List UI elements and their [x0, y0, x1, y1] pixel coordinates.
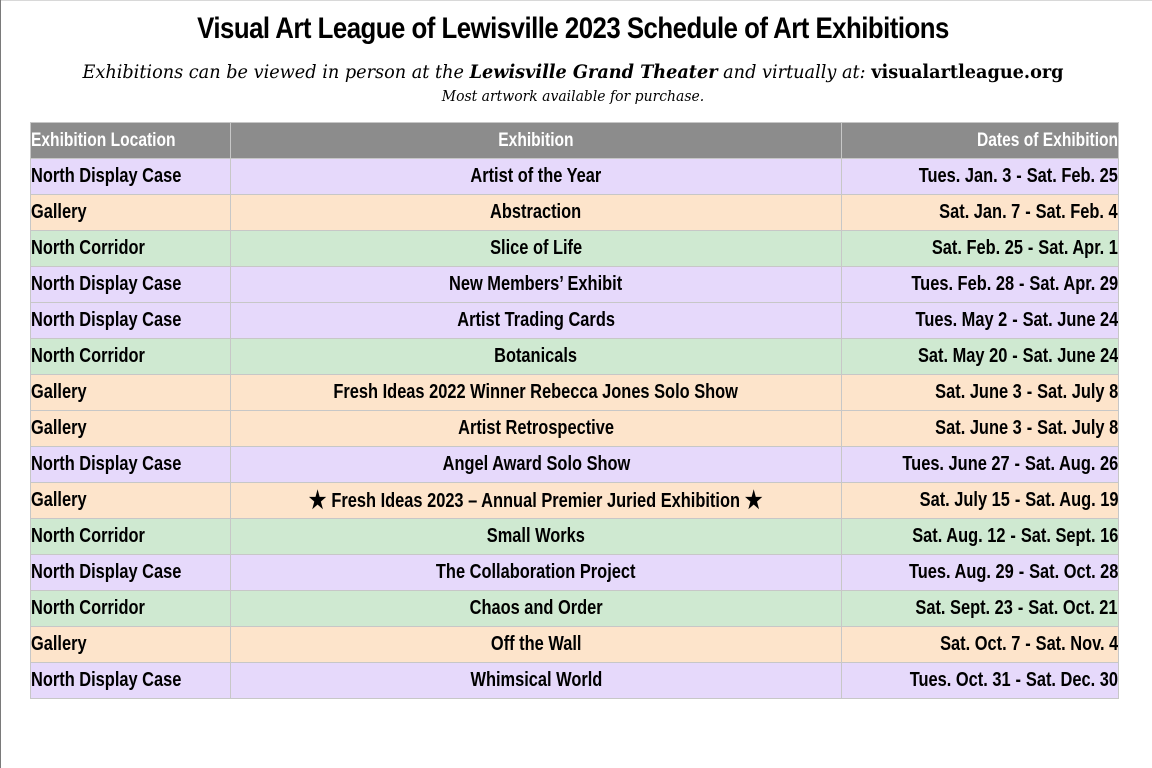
end-date: Sat. Aug. 19: [1024, 489, 1118, 511]
location-text: North Corridor: [31, 597, 145, 619]
end-date: Sat. Apr. 1: [1038, 237, 1118, 259]
location-text: North Display Case: [31, 165, 182, 187]
location-text: Gallery: [31, 417, 87, 439]
cell-location: [31, 411, 231, 447]
location-text: North Display Case: [31, 273, 182, 295]
cell-location: [31, 267, 231, 303]
end-date: Sat. July 8: [1036, 381, 1118, 403]
page-left-border: [0, 0, 1, 768]
cell-dates: [842, 447, 1119, 483]
cell-location: [31, 303, 231, 339]
date-separator: -: [1010, 525, 1016, 547]
exhibition-text: Chaos and Order: [469, 597, 603, 619]
date-range: [935, 381, 1118, 404]
table-header-row: [31, 123, 1119, 159]
cell-location: [31, 231, 231, 267]
cell-location: [31, 627, 231, 663]
date-range: [919, 489, 1118, 512]
date-separator: -: [1024, 633, 1031, 655]
date-range: [919, 165, 1118, 188]
location-text: North Display Case: [31, 453, 182, 475]
cell-location: [31, 447, 231, 483]
start-date: Tues. May 2: [915, 309, 1007, 331]
location-text: North Display Case: [31, 669, 182, 691]
table-row: [31, 159, 1119, 195]
subtitle-virtual: and virtually at:: [723, 61, 866, 83]
table-row: [31, 663, 1119, 699]
cell-dates: [842, 159, 1119, 195]
date-range: [912, 525, 1118, 548]
exhibition-text: Small Works: [486, 525, 586, 547]
table-row: [31, 411, 1119, 447]
date-separator: -: [1026, 417, 1032, 439]
column-header-location-label: Exhibition Location: [31, 129, 176, 151]
cell-exhibition: [231, 411, 842, 447]
purchase-note: Most artwork available for purchase.: [441, 87, 705, 105]
exhibition-schedule-table: [30, 122, 1119, 699]
date-range: [911, 273, 1118, 296]
table-row: [31, 519, 1119, 555]
page-title: Visual Art League of Lewisville 2023 Schedule of Art Exhibitions: [197, 12, 949, 45]
cell-dates: [842, 339, 1119, 375]
table-row: [31, 483, 1119, 519]
start-date: Tues. June 27: [902, 453, 1010, 475]
date-separator: -: [1026, 381, 1032, 403]
cell-location: [31, 339, 231, 375]
column-header-location: [31, 123, 231, 159]
start-date: Sat. Feb. 25: [931, 237, 1024, 259]
table-row: [31, 555, 1119, 591]
date-separator: -: [1011, 345, 1018, 367]
cell-exhibition: [231, 627, 842, 663]
exhibition-text: Artist Retrospective: [458, 417, 614, 439]
cell-exhibition: [231, 231, 842, 267]
cell-dates: [842, 303, 1119, 339]
cell-exhibition: [231, 303, 842, 339]
cell-dates: [842, 555, 1119, 591]
cell-location: [31, 375, 231, 411]
exhibition-text: Fresh Ideas 2022 Winner Rebecca Jones Solo Show: [333, 381, 739, 403]
cell-exhibition: [231, 159, 842, 195]
exhibition-text: Angel Award Solo Show: [442, 453, 630, 475]
column-header-exhibition: [231, 123, 842, 159]
date-range: [915, 309, 1118, 332]
exhibition-text: Slice of Life: [489, 237, 583, 259]
location-text: North Corridor: [31, 525, 145, 547]
date-range: [909, 561, 1118, 584]
exhibition-text: Fresh Ideas 2023 – Annual Premier Juried Exhibition: [331, 490, 741, 512]
table-row: [31, 339, 1119, 375]
start-date: Sat. May 20: [917, 345, 1007, 367]
table-row: [31, 267, 1119, 303]
end-date: Sat. Apr. 29: [1029, 273, 1118, 295]
table-row: [31, 231, 1119, 267]
cell-location: [31, 555, 231, 591]
date-range: [918, 345, 1118, 368]
end-date: Sat. Nov. 4: [1035, 633, 1118, 655]
table-row: [31, 195, 1119, 231]
end-date: Sat. Aug. 26: [1024, 453, 1118, 475]
cell-exhibition: [231, 483, 842, 519]
start-date: Sat. Jan. 7: [939, 201, 1021, 223]
website-link[interactable]: visualartleague.org: [871, 61, 1064, 83]
cell-location: [31, 195, 231, 231]
exhibition-text: Whimsical World: [470, 669, 602, 691]
location-text: North Corridor: [31, 345, 145, 367]
cell-location: [31, 519, 231, 555]
start-date: Tues. Jan. 3: [918, 165, 1012, 187]
page-top-border: [0, 0, 1152, 1]
star-icon: ★: [745, 487, 763, 514]
cell-dates: [842, 483, 1119, 519]
cell-exhibition: [231, 195, 842, 231]
date-separator: -: [1018, 273, 1025, 295]
cell-dates: [842, 267, 1119, 303]
table-row: [31, 447, 1119, 483]
cell-exhibition: [231, 375, 842, 411]
cell-exhibition: [231, 663, 842, 699]
start-date: Sat. Oct. 7: [939, 633, 1021, 655]
start-date: Sat. June 3: [934, 381, 1022, 403]
cell-dates: [842, 627, 1119, 663]
cell-exhibition: [231, 447, 842, 483]
end-date: Sat. Oct. 28: [1028, 561, 1118, 583]
cell-exhibition: [231, 339, 842, 375]
cell-dates: [842, 411, 1119, 447]
subtitle: [40, 61, 1106, 83]
date-range: [916, 597, 1118, 620]
table-row: [31, 591, 1119, 627]
end-date: Sat. Feb. 25: [1026, 165, 1118, 187]
table-body: [31, 159, 1119, 699]
column-header-dates: [842, 123, 1119, 159]
end-date: Sat. Feb. 4: [1035, 201, 1118, 223]
table-row: [31, 627, 1119, 663]
location-text: Gallery: [31, 381, 87, 403]
cell-exhibition: [231, 267, 842, 303]
start-date: Sat. July 15: [919, 489, 1010, 511]
date-separator: -: [1018, 597, 1024, 619]
column-header-exhibition-label: Exhibition: [498, 129, 574, 151]
cell-dates: [842, 375, 1119, 411]
exhibition-text: The Collaboration Project: [436, 561, 636, 583]
exhibition-text: Botanicals: [494, 345, 578, 367]
featured-exhibition: [309, 486, 763, 515]
end-date: Sat. Sept. 16: [1020, 525, 1118, 547]
start-date: Sat. Aug. 12: [911, 525, 1006, 547]
location-text: North Display Case: [31, 309, 182, 331]
start-date: Tues. Feb. 28: [911, 273, 1014, 295]
date-separator: -: [1018, 561, 1024, 583]
date-range: [902, 453, 1118, 476]
table-row: [31, 303, 1119, 339]
start-date: Sat. June 3: [934, 417, 1022, 439]
cell-location: [31, 663, 231, 699]
date-separator: -: [1025, 201, 1032, 223]
date-range: [910, 669, 1118, 692]
date-range: [940, 633, 1118, 656]
exhibition-text: Abstraction: [490, 201, 582, 223]
end-date: Sat. Dec. 30: [1025, 669, 1118, 691]
exhibition-text: Artist Trading Cards: [457, 309, 615, 331]
exhibition-text: Off the Wall: [490, 633, 582, 655]
location-text: North Corridor: [31, 237, 145, 259]
cell-dates: [842, 591, 1119, 627]
cell-dates: [842, 519, 1119, 555]
cell-exhibition: [231, 519, 842, 555]
star-icon: ★: [309, 487, 327, 514]
end-date: Sat. June 24: [1022, 309, 1118, 331]
location-text: North Display Case: [31, 561, 182, 583]
cell-dates: [842, 663, 1119, 699]
exhibition-text: New Members’ Exhibit: [449, 273, 623, 295]
start-date: Tues. Aug. 29: [908, 561, 1014, 583]
date-range: [940, 201, 1118, 224]
cell-location: [31, 591, 231, 627]
cell-dates: [842, 195, 1119, 231]
location-text: Gallery: [31, 489, 87, 511]
table-row: [31, 375, 1119, 411]
start-date: Tues. Oct. 31: [909, 669, 1011, 691]
venue-name: Lewisville Grand Theater: [469, 61, 718, 83]
date-separator: -: [1015, 669, 1021, 691]
date-separator: -: [1016, 165, 1022, 187]
cell-location: [31, 159, 231, 195]
end-date: Sat. June 24: [1022, 345, 1118, 367]
cell-location: [31, 483, 231, 519]
end-date: Sat. July 8: [1036, 417, 1118, 439]
cell-exhibition: [231, 555, 842, 591]
start-date: Sat. Sept. 23: [915, 597, 1014, 619]
column-header-dates-label: Dates of Exhibition: [976, 129, 1118, 151]
subtitle-intro: Exhibitions can be viewed in person at the: [82, 61, 464, 83]
end-date: Sat. Oct. 21: [1028, 597, 1118, 619]
date-range: [932, 237, 1118, 260]
location-text: Gallery: [31, 201, 87, 223]
date-separator: -: [1011, 309, 1018, 331]
location-text: Gallery: [31, 633, 87, 655]
date-separator: -: [1028, 237, 1034, 259]
cell-dates: [842, 231, 1119, 267]
cell-exhibition: [231, 591, 842, 627]
date-separator: -: [1014, 453, 1020, 475]
date-separator: -: [1014, 489, 1020, 511]
exhibition-text: Artist of the Year: [470, 165, 602, 187]
date-range: [935, 417, 1118, 440]
